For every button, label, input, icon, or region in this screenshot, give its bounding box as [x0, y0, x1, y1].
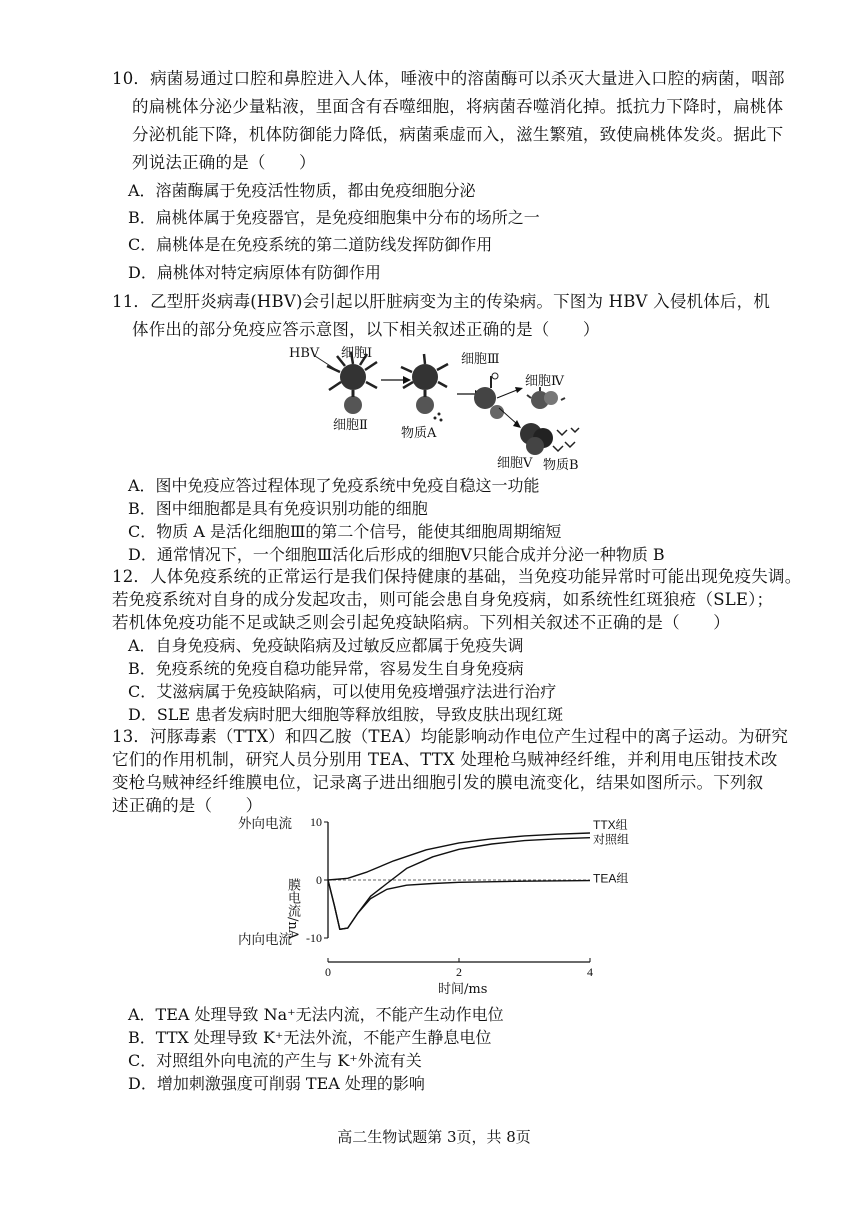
x-tick-label: 4 [587, 965, 593, 979]
question-12-line-2: 若免疫系统对自身的成分发起攻击，则可能会患自身免疫病，如系统性红斑狼疮（SLE）； [112, 590, 774, 609]
question-11-option-c: C．物质 A 是活化细胞Ⅲ的第二个信号，能使其细胞周期缩短 [128, 522, 562, 541]
question-13-option-a: A．TEA 处理导致 Na⁺无法内流，不能产生动作电位 [128, 1005, 504, 1024]
question-13-line-1: 13．河豚毒素（TTX）和四乙胺（TEA）均能影响动作电位产生过程中的离子运动。为研究 [112, 727, 789, 746]
question-10-option-a: A．溶菌酶属于免疫活性物质，都由免疫细胞分泌 [128, 181, 476, 200]
question-13-line-4: 述正确的是（ ） [112, 796, 263, 815]
label-cell-4: 细胞Ⅳ [525, 374, 564, 389]
question-12-line-3: 若机体免疫功能不足或缺乏则会引起免疫缺陷病。下列相关叙述不正确的是（ ） [112, 613, 730, 632]
y-tick-label: 0 [316, 873, 322, 887]
question-12-option-b: B．免疫系统的免疫自稳功能异常，容易发生自身免疫病 [128, 659, 524, 678]
x-tick-label: 0 [325, 965, 331, 979]
label-cell-1: 细胞Ⅰ [341, 346, 373, 361]
question-12-line-1: 12．人体免疫系统的正常运行是我们保持健康的基础，当免疫功能异常时可能出现免疫失调。 [112, 567, 802, 586]
x-tick-label: 2 [456, 965, 462, 979]
immune-response-diagram [285, 342, 605, 472]
label-cell-5: 细胞Ⅴ [497, 456, 533, 471]
question-12-option-c: C．艾滋病属于免疫缺陷病，可以使用免疫增强疗法进行治疗 [128, 682, 557, 701]
label-substance-b: 物质B [543, 458, 579, 473]
question-13-option-c: C．对照组外向电流的产生与 K⁺外流有关 [128, 1051, 422, 1070]
question-11-option-a: A．图中免疫应答过程体现了免疫系统中免疫自稳这一功能 [128, 476, 540, 495]
label-cell-3: 细胞Ⅲ [461, 352, 500, 367]
question-13-option-d: D．增加刺激强度可削弱 TEA 处理的影响 [128, 1074, 425, 1093]
question-11-line-1: 11．乙型肝炎病毒(HBV)会引起以肝脏病变为主的传染病。下图为 HBV 入侵机体后，机 [112, 292, 771, 311]
series-line-2 [328, 880, 590, 929]
question-10-option-c: C．扁桃体是在免疫系统的第二道防线发挥防御作用 [128, 235, 493, 254]
label-cell-2: 细胞Ⅱ [333, 418, 368, 433]
x-axis-label: 时间/ms [438, 982, 488, 997]
label-substance-a: 物质A [401, 426, 437, 441]
label-hbv: HBV [289, 346, 320, 361]
cell-pair-2-shape [401, 354, 448, 422]
cell-5-shape [520, 423, 553, 455]
y-bottom-label: 内向电流 [238, 932, 292, 948]
question-10-line-2: 的扁桃体分泌少量粘液，里面含有吞噬细胞，将病菌吞噬消化掉。抵抗力下降时，扁桃体 [132, 97, 784, 116]
question-12-option-d: D．SLE 患者发病时肥大细胞等释放组胺，导致皮肤出现红斑 [128, 705, 564, 724]
question-11-line-2: 体作出的部分免疫应答示意图，以下相关叙述正确的是（ ） [132, 320, 600, 339]
y-top-label: 外向电流 [238, 816, 292, 832]
cell-3-shape [474, 373, 504, 419]
cell-1-shape [327, 352, 377, 414]
y-tick-label: 10 [310, 815, 322, 829]
question-12-option-a: A．自身免疫病、免疫缺陷病及过敏反应都属于免疫失调 [128, 636, 524, 655]
series-line-1 [328, 838, 590, 930]
question-10-option-b: B．扁桃体属于免疫器官，是免疫细胞集中分布的场所之一 [128, 208, 540, 227]
substance-b-shape [553, 428, 579, 451]
question-13-option-b: B．TTX 处理导致 K⁺无法外流，不能产生静息电位 [128, 1028, 492, 1047]
y-tick-label: -10 [306, 931, 322, 945]
series-label-0: TTX组 [593, 818, 628, 833]
question-10-line-1: 10．病菌易通过口腔和鼻腔进入人体，唾液中的溶菌酶可以杀灭大量进入口腔的病菌，咽部 [112, 69, 785, 88]
series-label-1: 对照组 [593, 832, 630, 847]
question-13-line-3: 变枪乌贼神经纤维膜电位，记录离子进出细胞引发的膜电流变化，结果如图所示。下列叙 [112, 773, 764, 792]
question-11-option-d: D．通常情况下，一个细胞Ⅲ活化后形成的细胞Ⅴ只能合成并分泌一种物质 B [128, 545, 665, 564]
question-10-line-3: 分泌机能下降，机体防御能力降低，病菌乘虚而入，滋生繁殖，致使扁桃体发炎。据此下 [132, 125, 784, 144]
cell-4-shape [527, 387, 565, 409]
series-label-2: TEA组 [593, 871, 629, 886]
question-10-option-d: D．扁桃体对特定病原体有防御作用 [128, 263, 381, 282]
question-13-line-2: 它们的作用机制，研究人员分别用 TEA、TTX 处理枪乌贼神经纤维，并利用电压钳技术改 [112, 750, 778, 769]
y-axis-label: 膜电流/nA [285, 878, 300, 940]
membrane-current-chart [238, 810, 648, 1000]
question-11-option-b: B．图中细胞都是具有免疫识别功能的细胞 [128, 499, 428, 518]
arrow-3 [497, 390, 517, 398]
immune-diagram-svg [285, 342, 605, 472]
series-line-0 [328, 833, 590, 880]
page-footer: 高二生物试题第 3页，共 8页 [337, 1128, 531, 1146]
question-10-line-4: 列说法正确的是（ ） [132, 153, 316, 172]
